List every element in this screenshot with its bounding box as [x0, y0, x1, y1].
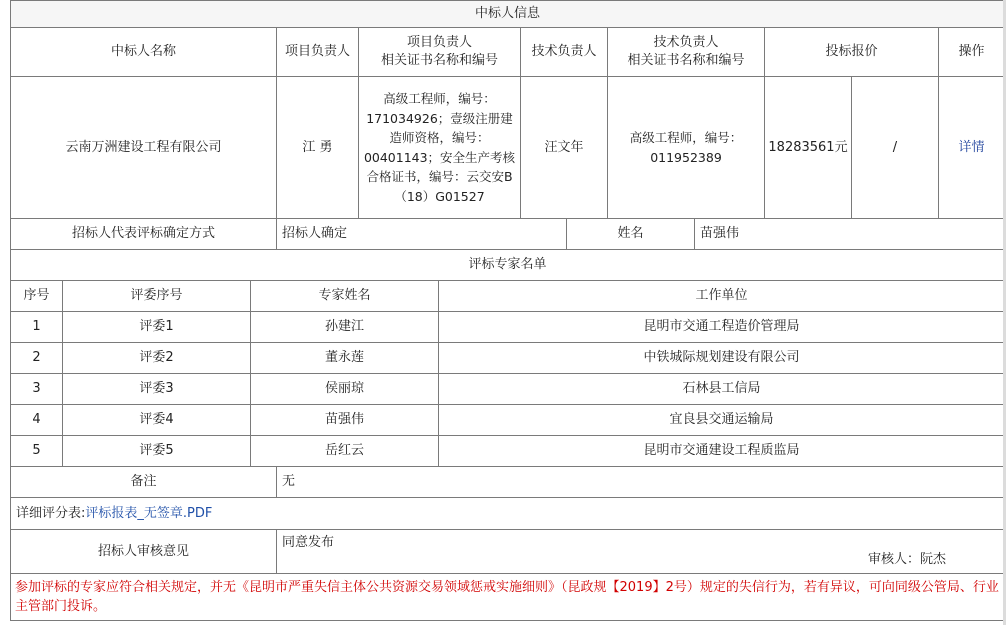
expert-name: 孙建江	[251, 312, 439, 343]
remark-value: 无	[277, 467, 1005, 498]
header-project-manager: 项目负责人	[277, 28, 359, 77]
header-pm-cert-line1: 项目负责人	[406, 35, 472, 50]
winner-name: 云南万洲建设工程有限公司	[11, 77, 277, 219]
header-tech-certificate	[608, 28, 765, 77]
review-label: 招标人审核意见	[11, 530, 277, 574]
expert-row	[11, 405, 1005, 436]
project-manager-name: 江 勇	[277, 77, 359, 219]
expert-name: 苗强伟	[251, 405, 439, 436]
header-action: 操作	[939, 28, 1005, 77]
expert-unit: 昆明市交通工程造价管理局	[439, 312, 1005, 343]
expert-row	[11, 343, 1005, 374]
header-pm-certificate	[359, 28, 521, 77]
rep-method-table	[10, 218, 1005, 281]
expert-row	[11, 312, 1005, 343]
expert-unit: 石林县工信局	[439, 374, 1005, 405]
remark-table	[10, 466, 1005, 621]
detail-cell	[939, 77, 1005, 219]
rep-method-value: 招标人确定	[277, 219, 567, 250]
expert-unit: 宜良县交通运输局	[439, 405, 1005, 436]
expert-seq: 评委3	[63, 374, 251, 405]
expert-header-seq: 评委序号	[63, 281, 251, 312]
score-sheet-row	[11, 498, 1005, 530]
score-sheet-link[interactable]: 评标报表_无签章.PDF	[85, 505, 213, 521]
bid-price-extra: /	[852, 77, 939, 219]
bid-price: 18283561元	[765, 77, 852, 219]
expert-header-unit: 工作单位	[439, 281, 1005, 312]
expert-no: 2	[11, 343, 63, 374]
header-tech-cert-line2: 相关证书名称和编号	[627, 53, 745, 68]
header-tech-cert-line1: 技术负责人	[653, 35, 719, 50]
rep-name-label: 姓名	[567, 219, 695, 250]
expert-seq: 评委2	[63, 343, 251, 374]
rep-name-value: 苗强伟	[695, 219, 1005, 250]
review-opinion: 同意发布	[282, 535, 335, 550]
expert-no: 3	[11, 374, 63, 405]
tech-certificate: 高级工程师，编号：011952389	[608, 77, 765, 219]
score-sheet-label: 详细评分表:	[16, 505, 86, 521]
expert-row	[11, 374, 1005, 405]
expert-seq: 评委4	[63, 405, 251, 436]
expert-seq: 评委1	[63, 312, 251, 343]
expert-no: 4	[11, 405, 63, 436]
reviewer: 审核人：阮杰	[867, 552, 946, 567]
expert-name: 侯丽琼	[251, 374, 439, 405]
expert-row	[11, 436, 1005, 467]
expert-section-title: 评标专家名单	[11, 250, 1005, 281]
bid-result-panel	[10, 0, 1004, 621]
complaint-notice: 参加评标的专家应符合相关规定，并无《昆明市严重失信主体公共资源交易领域惩戒实施细则》（昆政规【2019】2号）规定的失信行为，若有异议，可向同级公管局、行业主管部门投诉。	[11, 574, 1005, 621]
header-winner-name: 中标人名称	[11, 28, 277, 77]
expert-seq: 评委5	[63, 436, 251, 467]
expert-name: 岳红云	[251, 436, 439, 467]
remark-label: 备注	[11, 467, 277, 498]
expert-table	[10, 280, 1005, 467]
expert-header-name: 专家姓名	[251, 281, 439, 312]
review-cell	[277, 530, 1005, 574]
header-tech-lead: 技术负责人	[521, 28, 608, 77]
expert-unit: 中铁城际规划建设有限公司	[439, 343, 1005, 374]
header-pm-cert-line2: 相关证书名称和编号	[380, 53, 498, 68]
winner-table	[10, 0, 1005, 219]
winner-section-title: 中标人信息	[11, 1, 1005, 28]
header-bid-price: 投标报价	[765, 28, 939, 77]
expert-name: 董永莲	[251, 343, 439, 374]
rep-method-label: 招标人代表评标确定方式	[11, 219, 277, 250]
expert-no: 5	[11, 436, 63, 467]
pm-certificate: 高级工程师，编号：171034926；壹级注册建造师资格，编号：00401143；安全生产考核合格证书，编号：云交安B（18）G01527	[359, 77, 521, 219]
detail-link[interactable]: 详情	[958, 139, 985, 155]
expert-unit: 昆明市交通建设工程质监局	[439, 436, 1005, 467]
expert-header-no: 序号	[11, 281, 63, 312]
expert-no: 1	[11, 312, 63, 343]
tech-lead-name: 汪文年	[521, 77, 608, 219]
